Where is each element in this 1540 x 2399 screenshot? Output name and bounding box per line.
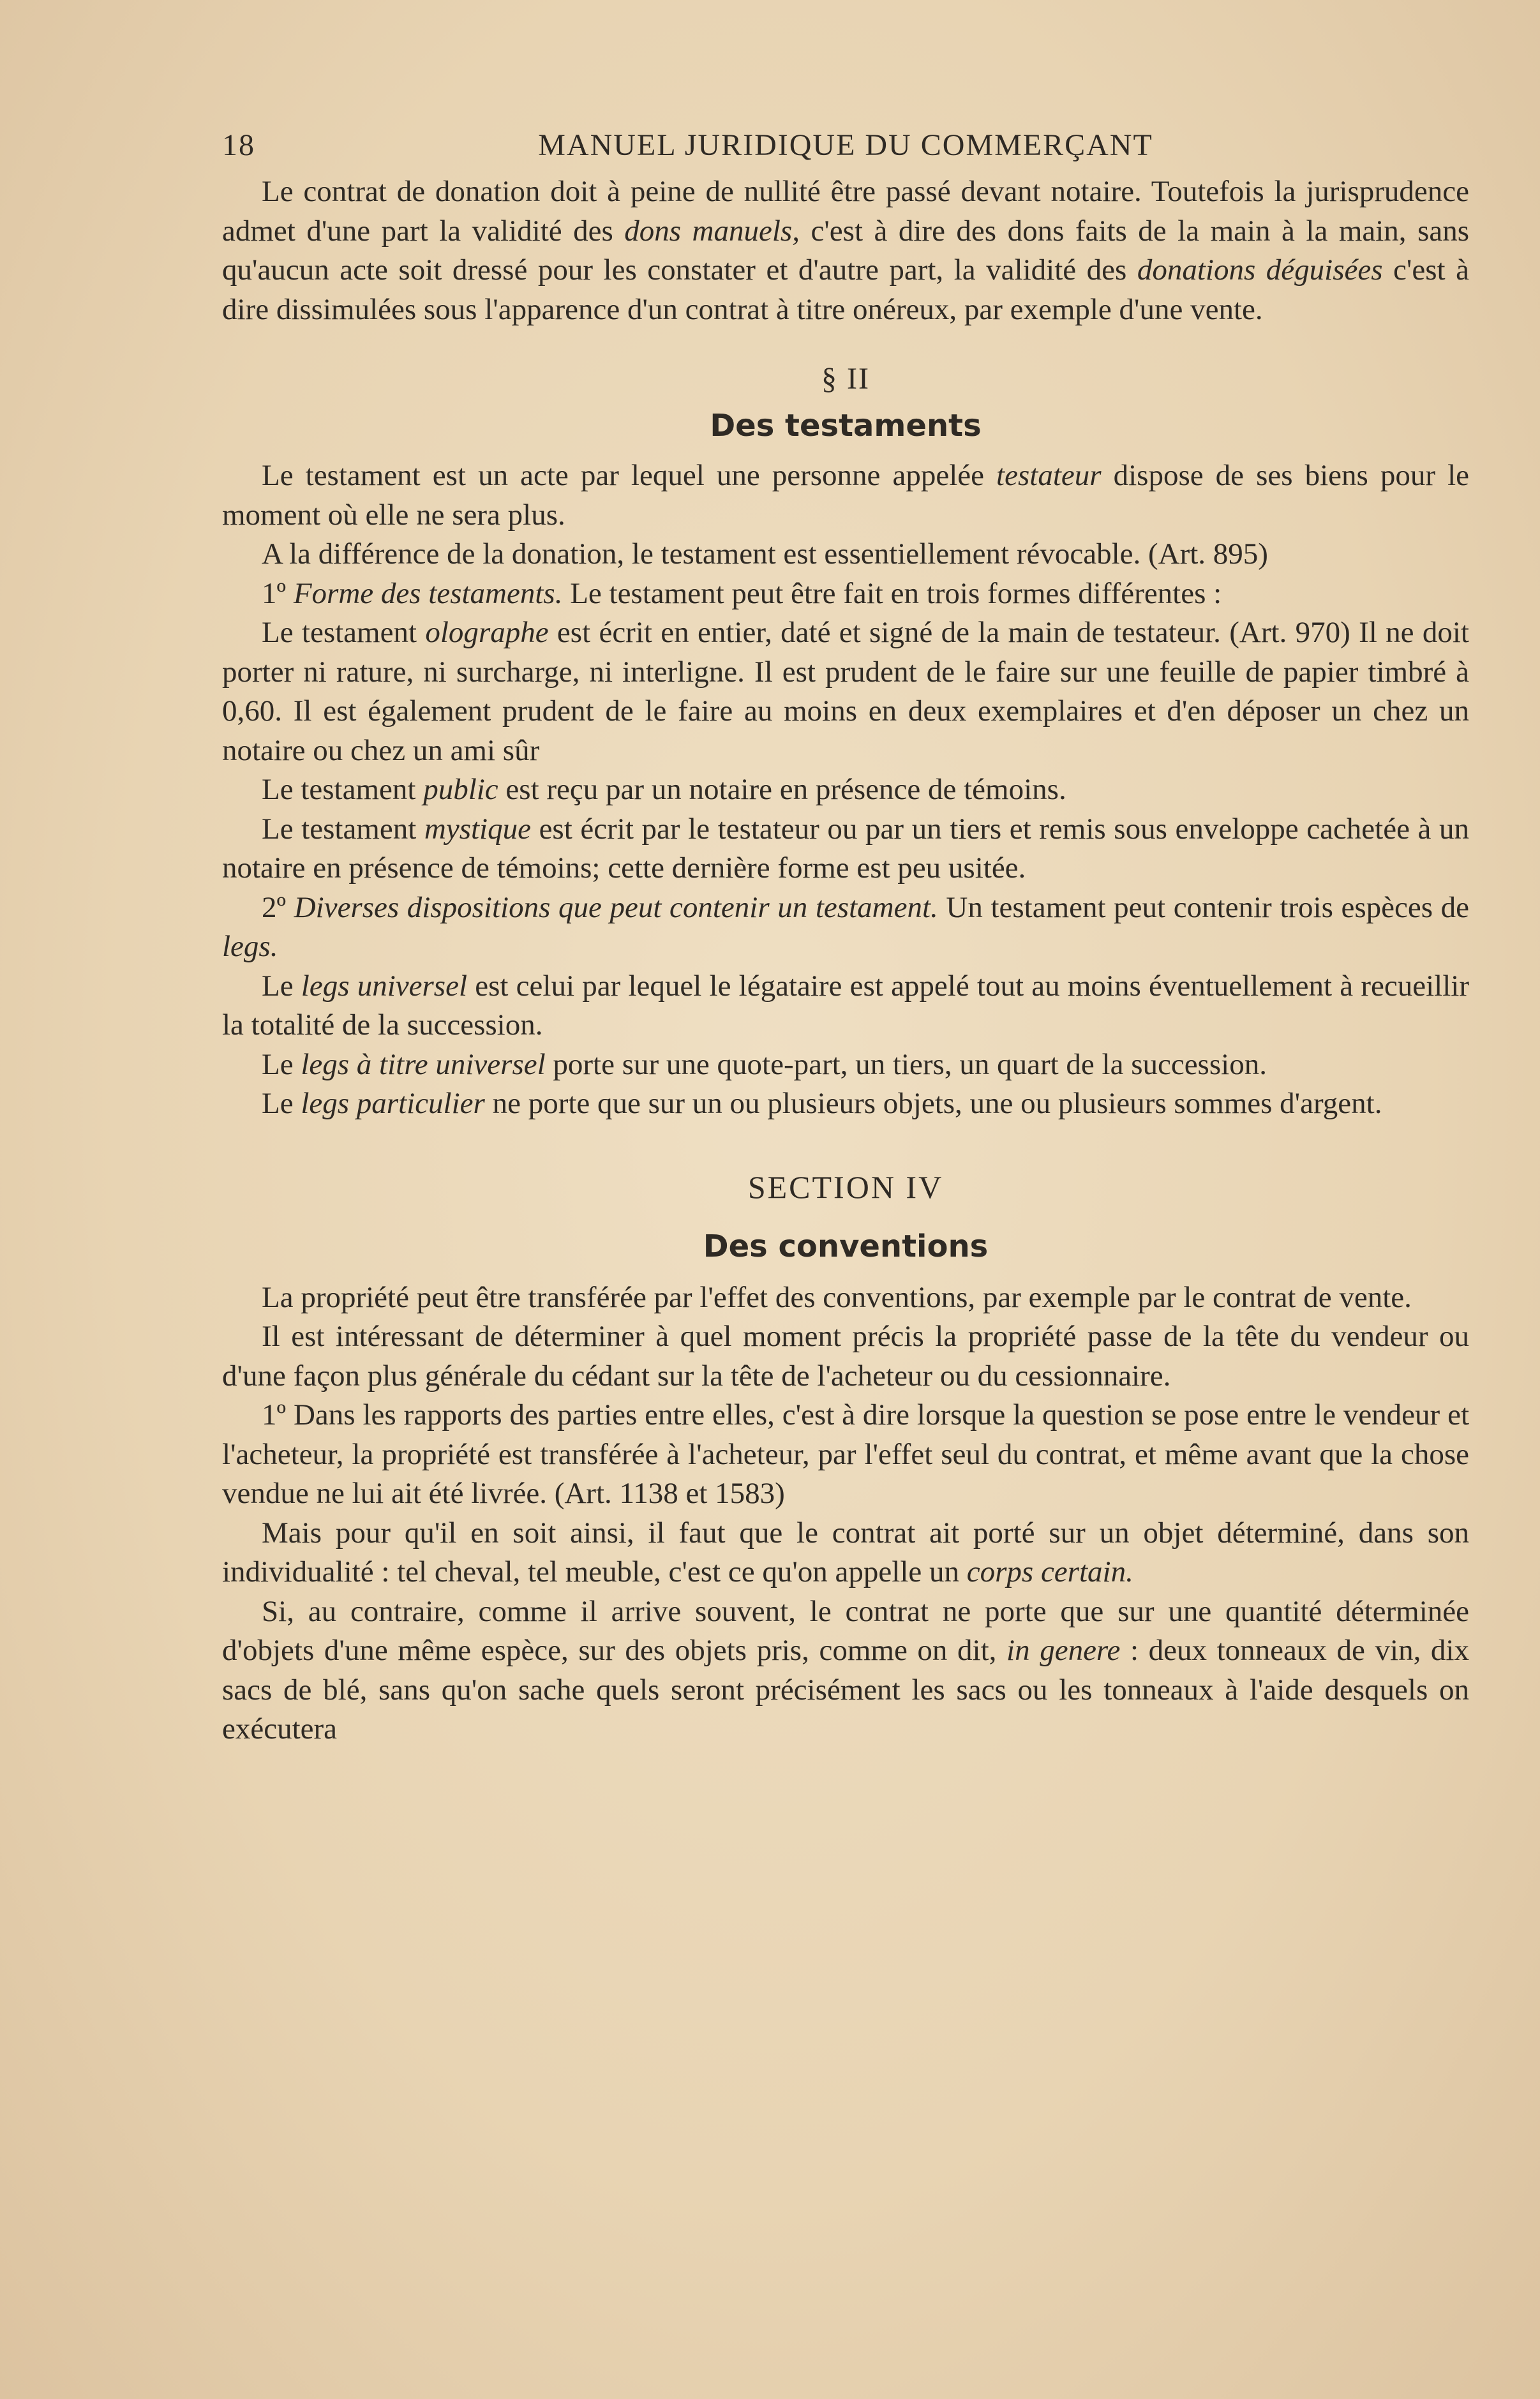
intro-paragraph: Le contrat de donation doit à peine de nullité être passé devant notaire. Toutefois la jurisprudence admet d'une part la validité des dons manuels, c'est à dire des dons faits de la main à la main, sans qu'aucun acte soit dressé pour les constater et d'autre part, la validité des donations déguisées c'est à dire dissimulées sous l'apparence d'un contrat à titre onéreux, par exemple d'une vente. bbox=[222, 175, 1469, 326]
paragraph: Le legs particulier ne porte que sur un ou plusieurs objets, une ou plusieurs sommes d'argent. bbox=[262, 1087, 1382, 1120]
section-heading-conventions: Des conventions bbox=[703, 1228, 989, 1264]
running-head bbox=[222, 128, 1469, 172]
paragraph: Le testament est un acte par lequel une personne appelée testateur dispose de ses biens pour le moment où elle ne sera plus. bbox=[222, 459, 1469, 532]
paragraph: 2º Diverses dispositions que peut contenir un testament. Un testament peut contenir trois espèces de legs. bbox=[222, 890, 1469, 963]
section-heading-testaments: Des testaments bbox=[710, 408, 982, 444]
paragraph: Si, au contraire, comme il arrive souvent, le contrat ne porte que sur une quantité déterminée d'objets d'une même espèce, sur des objets pris, comme on dit, in genere : deux tonneaux de vin, dix sacs de blé, sans qu'on sache quels seront précisément les sacs ou les tonneaux à l'aide desquels on exécutera bbox=[222, 1594, 1469, 1745]
paragraph: Le testament public est reçu par un notaire en présence de témoins. bbox=[262, 773, 1066, 806]
paragraph: Le testament mystique est écrit par le testateur ou par un tiers et remis sous enveloppe cachetée à un notaire en présence de témoins; cette dernière forme est peu usitée. bbox=[222, 812, 1469, 885]
page-content bbox=[222, 128, 1469, 1749]
paragraph: La propriété peut être transférée par l'effet des conventions, par exemple par le contrat de vente. bbox=[262, 1280, 1412, 1314]
section-title: SECTION IV bbox=[747, 1169, 944, 1205]
paragraph: A la différence de la donation, le testament est essentiellement révocable. (Art. 895) bbox=[262, 537, 1268, 571]
paragraph: 1º Forme des testaments. Le testament peut être fait en trois formes différentes : bbox=[262, 576, 1222, 610]
paragraph: Le testament olographe est écrit en entier, daté et signé de la main de testateur. (Art. 970) Il ne doit porter ni rature, ni surcharge, ni interligne. Il est prudent de le faire sur une feuille de papier timbré à 0,60. Il est également prudent de le faire au moins en deux exemplaires et d'en déposer un chez un notaire ou chez un ami sûr bbox=[222, 616, 1469, 767]
running-title: MANUEL JURIDIQUE DU COMMERÇANT bbox=[538, 128, 1153, 162]
page-number: 18 bbox=[222, 128, 255, 162]
paragraph: Mais pour qu'il en soit ainsi, il faut que le contrat ait porté sur un objet déterminé, dans son individualité : tel cheval, tel meuble, c'est ce qu'on appelle un corps certain. bbox=[222, 1516, 1469, 1588]
paragraph: Le legs à titre universel porte sur une quote-part, un tiers, un quart de la succession. bbox=[262, 1047, 1267, 1081]
section-sign: § II bbox=[821, 362, 870, 396]
paragraph: 1º Dans les rapports des parties entre elles, c'est à dire lorsque la question se pose entre le vendeur et l'acheteur, la propriété est transférée à l'acheteur, par l'effet seul du contrat, et même avant que la chose vendue ne lui ait été livrée. (Art. 1138 et 1583) bbox=[222, 1398, 1469, 1510]
paragraph: Il est intéressant de déterminer à quel moment précis la propriété passe de la tête du vendeur ou d'une façon plus générale du cédant sur la tête de l'acheteur ou du cessionnaire. bbox=[222, 1320, 1469, 1393]
paragraph: Le legs universel est celui par lequel le légataire est appelé tout au moins éventuellement à recueillir la totalité de la succession. bbox=[222, 969, 1469, 1042]
